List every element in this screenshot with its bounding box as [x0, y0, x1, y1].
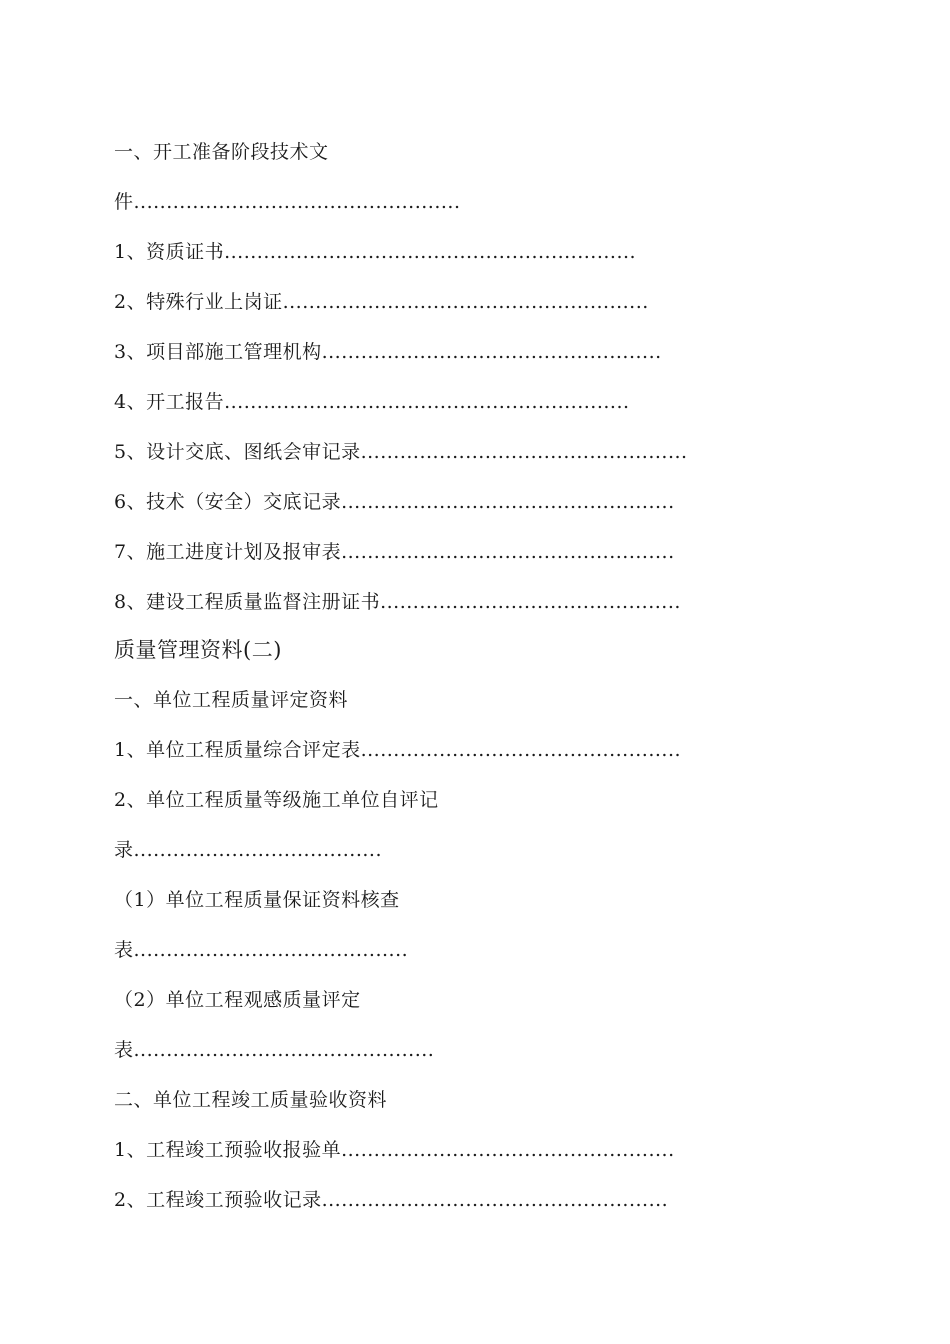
toc-item-supervision-registration: 8、建设工程质量监督注册证书..............................................	[114, 591, 681, 613]
toc-item-special-industry-permit: 2、特殊行业上岗证........................................................	[114, 291, 649, 313]
toc-item-self-evaluation: 2、单位工程质量等级施工单位自评记	[114, 789, 439, 811]
toc-item-project-organization: 3、项目部施工管理机构....................................................	[114, 341, 662, 363]
toc-line-continuation: 录......................................	[114, 839, 383, 861]
toc-item-pre-acceptance-record: 2、工程竣工预验收记录.....................................................	[114, 1189, 669, 1211]
toc-subitem-assurance-check: （1）单位工程质量保证资料核查	[114, 889, 400, 911]
toc-item-comprehensive-evaluation: 1、单位工程质量综合评定表.................................................	[114, 739, 682, 761]
section-heading-unit-quality-evaluation: 一、单位工程质量评定资料	[114, 689, 349, 711]
toc-line-continuation: 件..................................................	[114, 191, 461, 213]
toc-item-design-review-record: 5、设计交底、图纸会审记录..................................................	[114, 441, 688, 463]
toc-line-continuation: 表..............................................	[114, 1039, 435, 1061]
section-heading-completion-acceptance: 二、单位工程竣工质量验收资料	[114, 1089, 388, 1111]
toc-item-start-report: 4、开工报告..............................................................	[114, 391, 630, 413]
toc-item-schedule-plan: 7、施工进度计划及报审表...................................................	[114, 541, 675, 563]
toc-item-technical-briefing-record: 6、技术（安全）交底记录...................................................	[114, 491, 675, 513]
toc-item-pre-acceptance-request: 1、工程竣工预验收报验单...................................................	[114, 1139, 675, 1161]
section-title-quality-management: 质量管理资料(二)	[114, 638, 282, 662]
toc-line-continuation: 表..........................................	[114, 939, 409, 961]
section-heading-start-prep: 一、开工准备阶段技术文	[114, 141, 329, 163]
toc-subitem-appearance-evaluation: （2）单位工程观感质量评定	[114, 989, 361, 1011]
toc-item-qualification-certificate: 1、资质证书...............................................................	[114, 241, 637, 263]
